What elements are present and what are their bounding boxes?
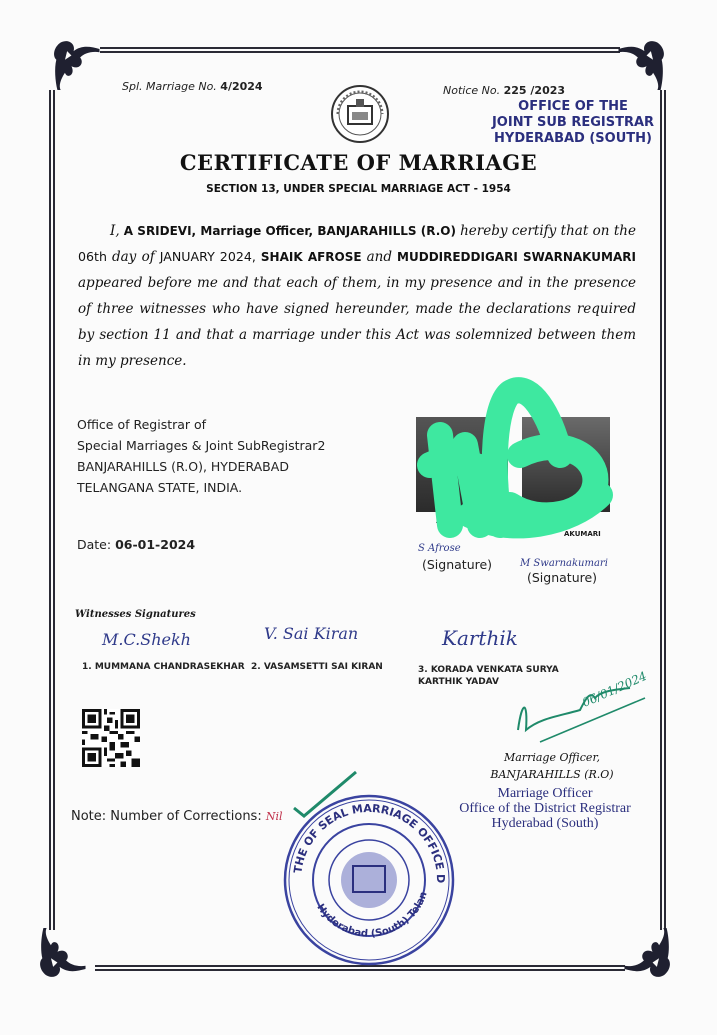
corrections-value: Nil bbox=[265, 810, 283, 823]
border-left bbox=[49, 90, 55, 930]
marriage-month-year: JANUARY 2024, bbox=[159, 249, 256, 264]
spl-marriage-value: 4/2024 bbox=[220, 80, 263, 93]
address-line: Special Marriages & Joint SubRegistrar2 bbox=[77, 438, 326, 453]
officer-stamp bbox=[440, 786, 650, 831]
seal-outer-text: THE OF SEAL MARRIAGE OFFICE D bbox=[291, 801, 448, 884]
officer-stamp-line: Hyderabad (South) bbox=[491, 816, 599, 831]
body-text: and bbox=[366, 249, 393, 265]
corner-ornament-icon bbox=[618, 928, 672, 982]
corner-ornament-icon bbox=[612, 36, 666, 90]
witness-2-name: 2. VASAMSETTI SAI KIRAN bbox=[251, 662, 383, 672]
spl-marriage-label: Spl. Marriage No. bbox=[122, 80, 217, 93]
groom-signature: S Afrose bbox=[418, 543, 461, 554]
bride-photo-caption: AKUMARI bbox=[564, 530, 601, 538]
certificate-subtitle: SECTION 13, UNDER SPECIAL MARRIAGE ACT - 1954 bbox=[206, 183, 511, 195]
notice-value: 225 /2023 bbox=[503, 84, 566, 97]
bride-signature-label: (Signature) bbox=[527, 570, 598, 585]
body-text: appeared before me and that each of them, in my presence and in the presence of three witnesses who have signed hereunder, made the declarations required by section 11 and that a marriage under this Act was solemnized between them in my presence. bbox=[78, 275, 636, 369]
officer-stamp-line: Marriage Officer bbox=[497, 786, 593, 801]
bride-name: MUDDIREDDIGARI SWARNAKUMARI bbox=[397, 250, 636, 264]
officer-title: Marriage Officer, bbox=[503, 751, 600, 764]
notice-label: Notice No. bbox=[443, 84, 501, 97]
date-value: 06-01-2024 bbox=[115, 537, 196, 552]
witnesses-heading: Witnesses Signatures bbox=[75, 609, 196, 620]
redaction-scribble bbox=[410, 375, 620, 550]
certificate-body bbox=[78, 218, 636, 374]
officer-name: A SRIDEVI, Marriage Officer, BANJARAHILLS (R.O) bbox=[123, 224, 456, 238]
body-text: day of bbox=[111, 249, 155, 265]
office-stamp-line: HYDERABAD (SOUTH) bbox=[494, 131, 652, 146]
border-top bbox=[100, 47, 620, 53]
officer-stamp-line: Office of the District Registrar bbox=[459, 801, 631, 816]
bride-signature: M Swarnakumari bbox=[520, 558, 608, 569]
date-label: Date: bbox=[77, 537, 112, 552]
border-right bbox=[660, 90, 666, 930]
groom-name: SHAIK AFROSE bbox=[260, 250, 362, 264]
groom-photo-caption: AIK AF bbox=[436, 517, 463, 525]
certificate-date bbox=[77, 534, 195, 555]
address-line: BANJARAHILLS (R.O), HYDERABAD bbox=[77, 459, 289, 474]
body-text: hereby certify that on the bbox=[460, 223, 636, 239]
corrections-label: Note: Number of Corrections: bbox=[71, 809, 262, 824]
corrections-note bbox=[71, 809, 283, 824]
witness-3-signature: Karthik bbox=[442, 626, 518, 650]
marriage-day: 06th bbox=[78, 249, 107, 264]
witness-1-signature: M.C.Shekh bbox=[102, 630, 191, 649]
seal-bottom-text: Hyderabad (South) Telan bbox=[314, 890, 430, 940]
body-text: I, bbox=[110, 223, 120, 239]
office-stamp-top bbox=[488, 99, 658, 147]
qr-code[interactable] bbox=[82, 709, 140, 767]
corner-ornament-icon bbox=[52, 36, 106, 90]
address-line: TELANGANA STATE, INDIA. bbox=[77, 480, 243, 495]
address-line: Office of Registrar of bbox=[77, 417, 207, 432]
officer-office: BANJARAHILLS (R.O) bbox=[490, 768, 614, 781]
witness-3-name: 3. KORADA VENKATA SURYA KARTHIK YADAV bbox=[418, 665, 559, 687]
certificate-title: CERTIFICATE OF MARRIAGE bbox=[179, 150, 538, 175]
office-address bbox=[77, 414, 325, 498]
official-seal-icon bbox=[281, 792, 457, 968]
notice-number bbox=[443, 84, 565, 97]
groom-signature-label: (Signature) bbox=[422, 557, 493, 572]
spl-marriage-number bbox=[122, 80, 263, 93]
officer-signature-date: 06/01/2024 bbox=[580, 668, 649, 710]
witness-2-signature: V. Sai Kiran bbox=[264, 624, 359, 643]
witness-1-name: 1. MUMMANA CHANDRASEKHAR bbox=[82, 662, 245, 672]
office-stamp-line: JOINT SUB REGISTRAR bbox=[491, 115, 655, 130]
office-stamp-line: OFFICE OF THE bbox=[518, 99, 628, 114]
state-emblem-icon bbox=[330, 84, 390, 144]
corner-ornament-icon bbox=[38, 928, 92, 982]
